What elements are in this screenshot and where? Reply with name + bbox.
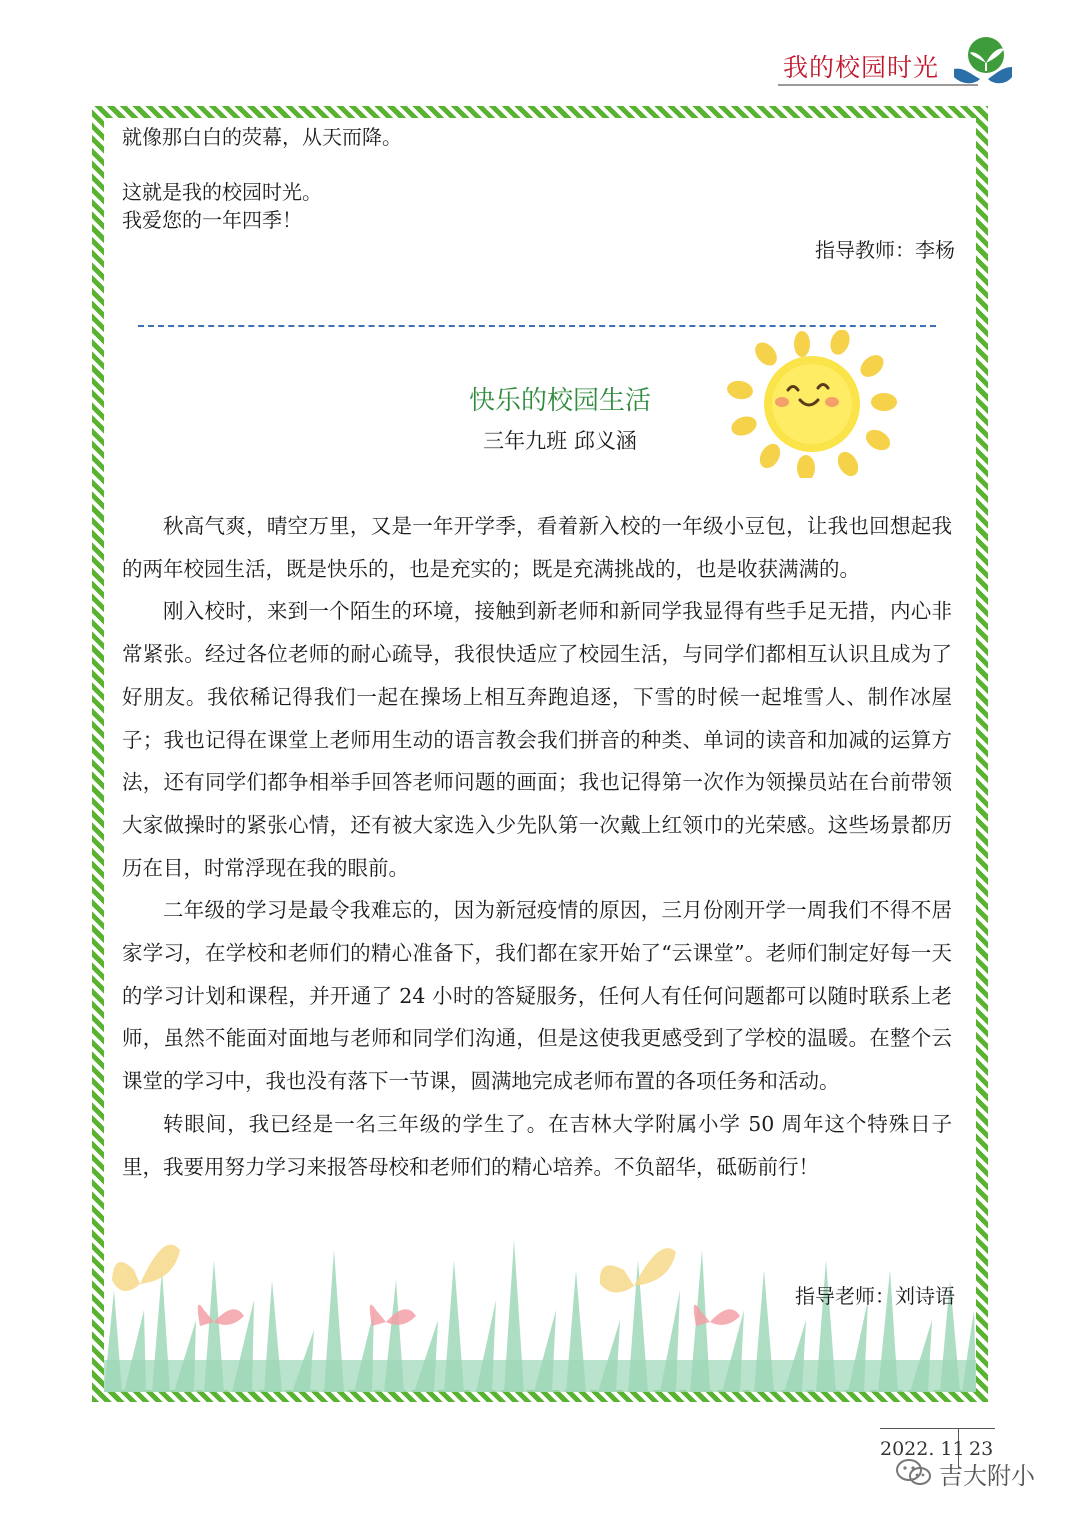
- article-teacher: 指导老师：刘诗语: [795, 1284, 955, 1308]
- footer-date: 2022. 11: [880, 1438, 965, 1460]
- article-author: 三年九班 邱义涵: [483, 429, 637, 453]
- previous-teacher: 指导教师：李杨: [815, 238, 955, 262]
- section-divider: [138, 325, 936, 327]
- header-underline: [778, 84, 978, 86]
- header-title: 我的校园时光: [783, 53, 940, 82]
- grass-butterflies-illustration: [104, 1230, 976, 1392]
- wechat-watermark: [895, 1458, 1035, 1488]
- page-number: 23: [969, 1438, 994, 1460]
- wechat-account-name: 吉大附小: [939, 1461, 1035, 1490]
- seedling-hands-logo-icon: [950, 33, 1014, 89]
- footer-rule: [880, 1428, 995, 1429]
- article-body: [122, 505, 952, 1188]
- wechat-icon: [895, 1458, 933, 1488]
- previous-line-3: 我爱您的一年四季！: [122, 208, 302, 232]
- previous-line-1: 就像那白白的荧幕，从天而降。: [122, 125, 402, 149]
- article-paragraph: 秋高气爽，晴空万里，又是一年开学季，看着新入校的一年级小豆包，让我也回想起我的两年校园生活，既是快乐的，也是充实的；既是充满挑战的，也是收获满满的。: [122, 514, 952, 581]
- article-paragraph: 二年级的学习是最令我难忘的，因为新冠疫情的原因，三月份刚开学一周我们不得不居家学习，在学校和老师们的精心准备下，我们都在家开始了“云课堂”。老师们制定好每一天的学习计划和课程，并开通了 24 小时的答疑服务，任何人有任何问题都可以随时联系上老师，虽然不能面对面地与老师和同学们沟通，但是这使我更感受到了学校的温暖。在整个云课堂的学习中，我也没有落下一节课，圆满地完成老师布置的各项任务和活动。: [122, 898, 952, 1094]
- article-paragraph: 转眼间，我已经是一名三年级的学生了。在吉林大学附属小学 50 周年这个特殊日子里，我要用努力学习来报答母校和老师们的精心培养。不负韶华，砥砺前行！: [122, 1111, 952, 1179]
- article-paragraph: 刚入校时，来到一个陌生的环境，接触到新老师和新同学我显得有些手足无措，内心非常紧张。经过各位老师的耐心疏导，我很快适应了校园生活，与同学们都相互认识且成为了好朋友。我依稀记得我们一起在操场上相互奔跑追逐，下雪的时候一起堆雪人、制作冰屋子；我也记得在课堂上老师用生动的语言教会我们拼音的种类、单词的读音和加减的运算方法，还有同学们都争相举手回答老师问题的画面；我也记得第一次作为领操员站在台前带领大家做操时的紧张心情，还有被大家选入少先队第一次戴上红领巾的光荣感。这些场景都历历在目，时常浮现在我的眼前。: [122, 599, 952, 880]
- article-title: 快乐的校园生活: [468, 386, 651, 416]
- previous-line-2: 这就是我的校园时光。: [122, 180, 322, 204]
